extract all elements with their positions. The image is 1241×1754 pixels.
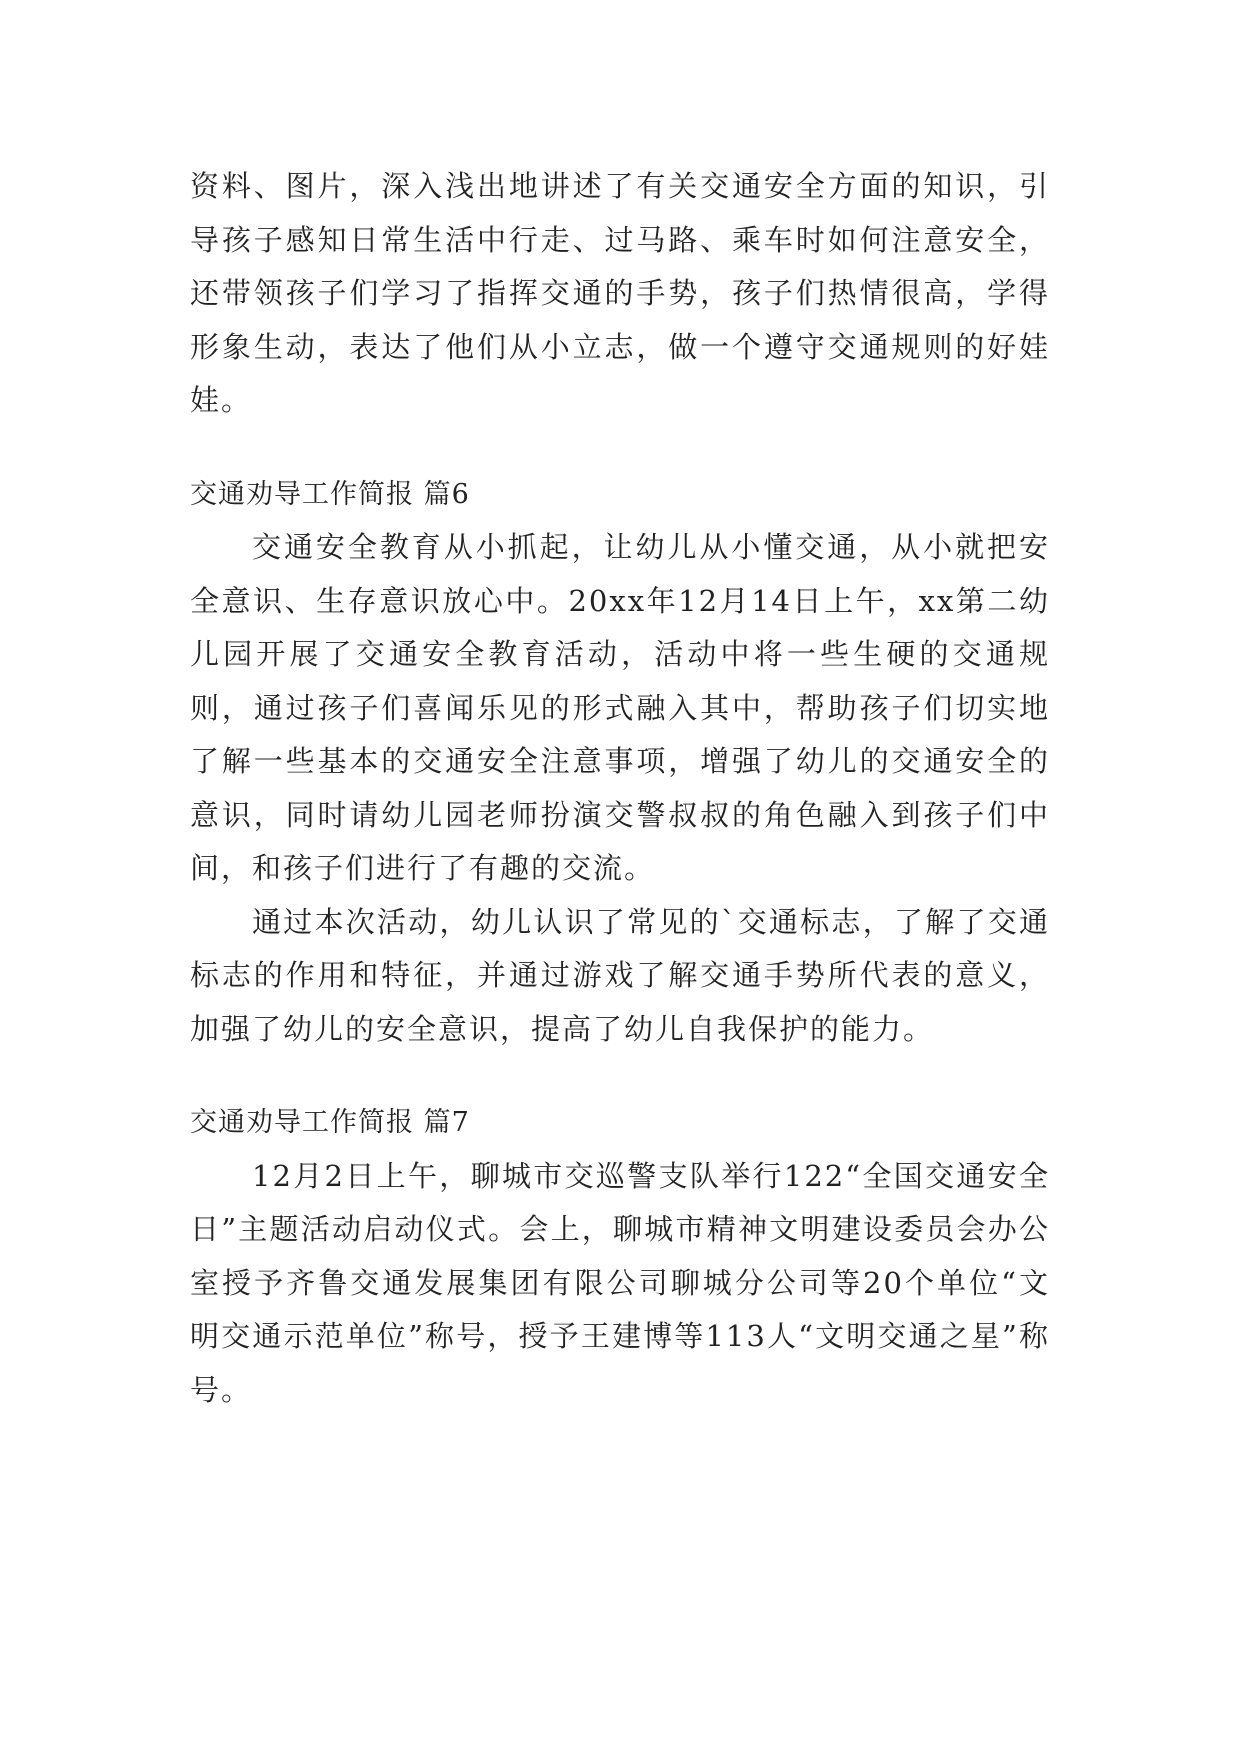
section-gap: [190, 428, 1050, 468]
paragraph-continued: 资料、图片，深入浅出地讲述了有关交通安全方面的知识，引导孩子感知日常生活中行走、过马路、乘车时如何注意安全，还带领孩子们学习了指挥交通的手势，孩子们热情很高，学得形象生动，表达了他们从小立志，做一个遵守交通规则的好娃娃。: [190, 169, 1050, 417]
section-6-heading: 交通劝导工作简报 篇6: [190, 478, 470, 510]
section-gap: [190, 1056, 1050, 1096]
section-7-heading: 交通劝导工作简报 篇7: [190, 1107, 470, 1138]
section-6-paragraph-1: 交通安全教育从小抓起，让幼儿从小懂交通，从小就把安全意识、生存意识放心中。20xx年12月14日上午，xx第二幼儿园开展了交通安全教育活动，活动中将一些生硬的交通规则，通过孩子们喜闻乐见的形式融入其中，帮助孩子们切实地了解一些基本的交通安全注意事项，增强了幼儿的交通安全的意识，同时请幼儿园老师扮演交警叔叔的角色融入到孩子们中间，和孩子们进行了有趣的交流。: [190, 530, 1050, 885]
section-6-paragraph-2: 通过本次活动，幼儿认识了常见的`交通标志，了解了交通标志的作用和特征，并通过游戏了解交通手势所代表的意义，加强了幼儿的安全意识，提高了幼儿自我保护的能力。: [190, 904, 1050, 1046]
section-7-paragraph-1: 12月2日上午，聊城市交巡警支队举行122“全国交通安全日”主题活动启动仪式。会上，聊城市精神文明建设委员会办公室授予齐鲁交通发展集团有限公司聊城分公司等20个单位“文明交通示范单位”称号，授予王建博等113人“文明交通之星”称号。: [190, 1158, 1050, 1407]
text-column: [190, 160, 1050, 1417]
